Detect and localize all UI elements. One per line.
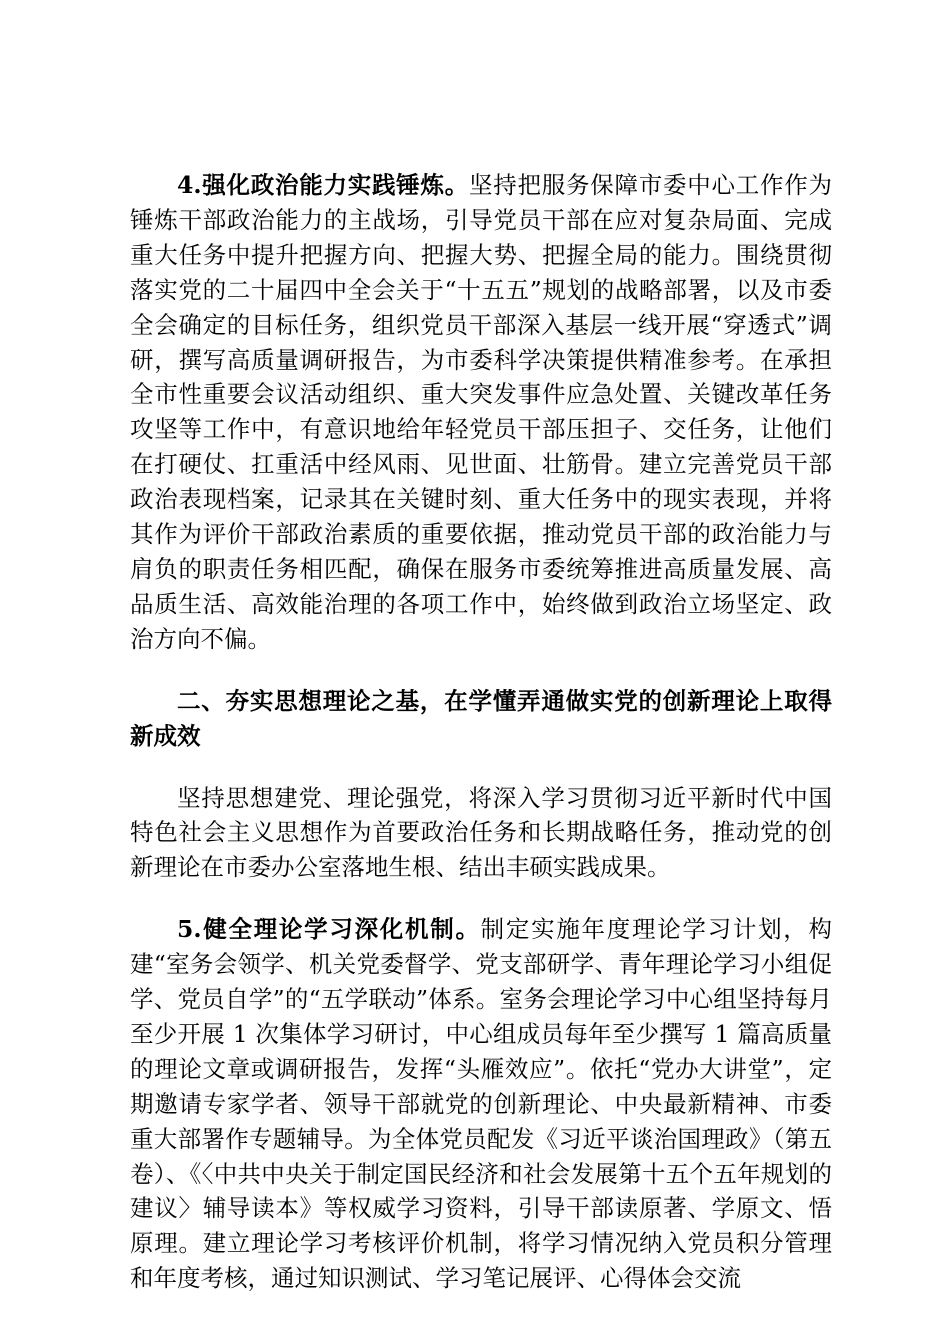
- section-2-heading: 二、夯实思想理论之基，在学懂弄通做实党的创新理论上取得新成效: [130, 686, 832, 750]
- paragraph-item-5: [130, 912, 832, 1296]
- item-4-title: 强化政治能力实践锤炼。: [201, 171, 470, 199]
- item-5-body: 制定实施年度理论学习计划，构建“室务会领学、机关党委督学、党支部研学、青年理论学习小组促学、党员自学”的“五学联动”体系。室务会理论学习中心组坚持每月至少开展 1 次集体学习研讨，中心组成员每年至少撰写 1 篇高质量的理论文章或调研报告，发挥“头雁效应”。依托“党办大讲堂”，定期邀请专家学者、领导干部就党的创新理论、中央最新精神、市委重大部署作专题辅导。为全体党员配发《习近平谈治国理政》（第五卷）、《〈中共中央关于制定国民经济和社会发展第十五个五年规划的建议〉辅导读本》等权威学习资料，引导干部读原著、学原文、悟原理。建立理论学习考核评价机制，将学习情况纳入党员积分管理和年度考核，通过知识测试、学习笔记展评、心得体会交流: [130, 915, 833, 1293]
- section-2-intro: 坚持思想建党、理论强党，将深入学习贯彻习近平新时代中国特色社会主义思想作为首要政治任务和长期战略任务，推动党的创新理论在市委办公室落地生根、结出丰硕实践成果。: [130, 783, 832, 882]
- item-5-number: 5.: [177, 915, 202, 944]
- item-4-number: 4.: [177, 171, 202, 199]
- item-4-lead: [177, 171, 469, 199]
- item-5-title: 健全理论学习深化机制。: [201, 915, 481, 944]
- document-page: [130, 168, 832, 1296]
- paragraph-item-4: [130, 168, 832, 657]
- item-5-lead: [177, 915, 481, 943]
- item-4-body: 坚持把服务保障市委中心工作作为锤炼干部政治能力的主战场，引导党员干部在应对复杂局面、完成重大任务中提升把握方向、把握大势、把握全局的能力。围绕贯彻落实党的二十届四中全会关于“十五五”规划的战略部署，以及市委全会确定的目标任务，组织党员干部深入基层一线开展“穿透式”调研，撰写高质量调研报告，为市委科学决策提供精准参考。在承担全市性重要会议活动组织、重大突发事件应急处置、关键改革任务攻坚等工作中，有意识地给年轻党员干部压担子、交任务，让他们在打硬仗、扛重活中经风雨、见世面、壮筋骨。建立完善党员干部政治表现档案，记录其在关键时刻、重大任务中的现实表现，并将其作为评价干部政治素质的重要依据，推动党员干部的政治能力与肩负的职责任务相匹配，确保在服务市委统筹推进高质量发展、高品质生活、高效能治理的各项工作中，始终做到政治立场坚定、政治方向不偏。: [130, 171, 833, 653]
